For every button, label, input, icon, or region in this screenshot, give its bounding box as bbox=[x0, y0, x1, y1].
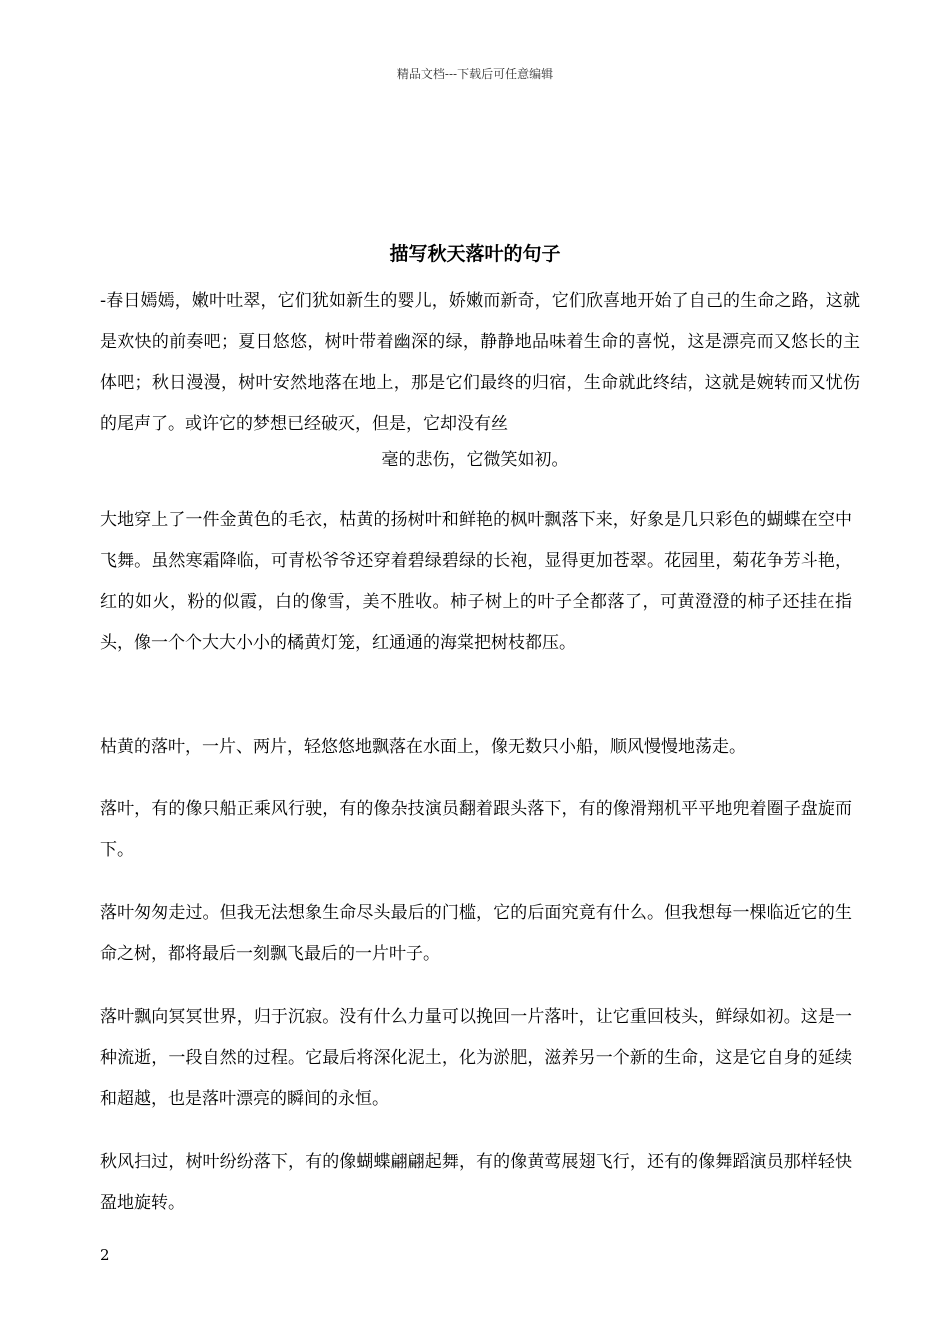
page-number: 2 bbox=[100, 1246, 110, 1264]
paragraph-leaves-falling: 落叶，有的像只船正乘风行驶，有的像杂技演员翻着跟头落下，有的像滑翔机平平地兜着圈子盘旋而下。 bbox=[100, 799, 852, 860]
paragraph-autumn-wind: 秋风扫过，树叶纷纷落下，有的像蝴蝶翩翩起舞，有的像黄莺展翅飞行，还有的像舞蹈演员那样轻快盈地旋转。 bbox=[100, 1152, 852, 1213]
paragraph-autumn-scene: 大地穿上了一件金黄色的毛衣，枯黄的扬树叶和鲜艳的枫叶飘落下来，好象是几只彩色的蝴蝶在空中飞舞。虽然寒霜降临，可青松爷爷还穿着碧绿碧绿的长袍，显得更加苍翠。花园里，菊花争芳斗艳，红的如火，粉的似霞，白的像雪，美不胜收。柿子树上的叶子全都落了，可黄澄澄的柿子还挂在指头，像一个个大大小小的橘黄灯笼，红通通的海棠把树枝都压。 bbox=[100, 510, 852, 653]
paragraph-leaves-on-water: 枯黄的落叶，一片、两片，轻悠悠地飘落在水面上，像无数只小船，顺风慢慢地荡走。 bbox=[100, 737, 746, 757]
paragraph-life-threshold: 落叶匆匆走过。但我无法想象生命尽头最后的门槛，它的后面究竟有什么。但我想每一棵临近它的生命之树，都将最后一刻飘飞最后的一片叶子。 bbox=[100, 903, 852, 964]
header-note: 精品文档---下载后可任意编辑 bbox=[396, 67, 554, 81]
intro-paragraph-last-line: 毫的悲伤，它微笑如初。 bbox=[381, 450, 569, 470]
document-title: 描写秋天落叶的句子 bbox=[389, 243, 561, 265]
paragraph-leaves-silence: 落叶飘向冥冥世界，归于沉寂。没有什么力量可以挽回一片落叶，让它重回枝头，鲜绿如初。这是一种流逝，一段自然的过程。它最后将深化泥土，化为淤肥，滋养另一个新的生命，这是它自身的延续和超越，也是落叶漂亮的瞬间的永恒。 bbox=[100, 1007, 852, 1109]
intro-paragraph: -春日嫣嫣，嫩叶吐翠，它们犹如新生的婴儿，娇嫩而新奇，它们欣喜地开始了自己的生命之路，这就是欢快的前奏吧；夏日悠悠，树叶带着幽深的绿，静静地品味着生命的喜悦，这是漂亮而又悠长的主体吧；秋日漫漫，树叶安然地落在地上，那是它们最终的归宿，生命就此终结，这就是婉转而又忧伤的尾声了。或许它的梦想已经破灭，但是，它却没有丝 bbox=[100, 291, 860, 434]
